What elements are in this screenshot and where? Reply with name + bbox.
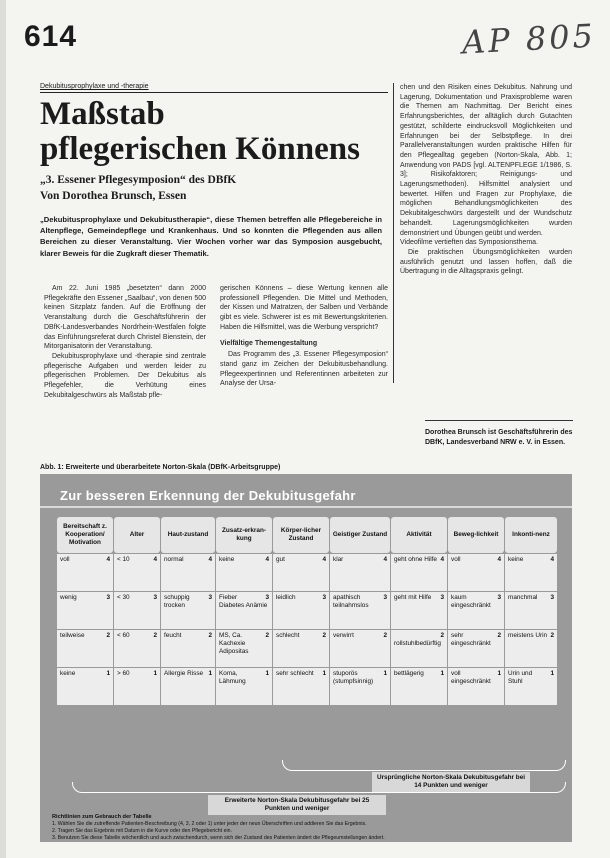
handwritten-note: AP 805 xyxy=(461,16,597,62)
table-row xyxy=(57,630,557,667)
paragraph: Dekubitusprophylaxe und -therapie sind zentrale pflegerische Aufgaben und werden leider zu pflegerischen Problemen. Der Dekubitus als Pflegefehler, die Verhütung eines Dekubitalgeschwürs als Maßstab pfle- xyxy=(44,352,206,399)
table-cell xyxy=(391,554,447,591)
table-cell xyxy=(505,554,557,591)
article-title xyxy=(40,97,388,167)
column-header: Geistiger Zustand xyxy=(330,517,390,553)
table-cell xyxy=(161,592,215,629)
paragraph: Videofilme vertieften das Symposionsthema. xyxy=(400,239,538,247)
column-header: Bewеg-lichkeit xyxy=(448,517,504,553)
table-cell xyxy=(391,630,447,667)
cell-score: 2 xyxy=(322,632,326,639)
table-row xyxy=(57,668,557,705)
table-cell xyxy=(273,668,329,705)
cell-label: keine xyxy=(508,556,524,563)
table-cell xyxy=(216,592,272,629)
table-row xyxy=(57,592,557,629)
table-cell xyxy=(57,592,113,629)
table-row xyxy=(57,554,557,591)
table-cell xyxy=(448,630,504,667)
paragraph: Am 22. Juni 1985 „besetzten“ dann 2000 Pflegekräfte den Essener „Saalbau“, von denen 500 keinen Sitzplatz fanden. Auf die Eröffnung der Veranstaltung durch die Geschäftsführerin der DBfK-Landesverbandes Nordrhein-Westfalen folgte das Einführungsreferat durch Christel Bienstein, der Mitorganisatorin der Veranstaltung. xyxy=(44,285,206,351)
cell-score: 3 xyxy=(153,594,157,601)
table-cell xyxy=(114,592,160,629)
cell-score: 4 xyxy=(497,556,501,563)
label-original-scale: Ursprüngliche Norton-Skala Dekubitusgefahr bei 14 Punkten und weniger xyxy=(372,772,530,792)
cell-score: 4 xyxy=(208,556,212,563)
column-header: Alter xyxy=(114,517,160,553)
cell-score: 4 xyxy=(106,556,110,563)
section-rubric: Dekubitusprophylaxe und -therapie xyxy=(40,83,149,90)
cell-score: 4 xyxy=(550,556,554,563)
cell-label: sehr schlecht xyxy=(276,670,314,677)
table-cell xyxy=(273,630,329,667)
column-header: Bereitschaft z. Kooperation/ Motivation xyxy=(57,517,113,553)
cell-label: feucht xyxy=(164,632,182,639)
table-cell xyxy=(448,668,504,705)
cell-label: MS, Ca. Kachexie Adipositas xyxy=(219,632,249,655)
table-body xyxy=(57,554,557,705)
cell-score: 4 xyxy=(265,556,269,563)
table-cell xyxy=(273,554,329,591)
cell-score: 2 xyxy=(208,632,212,639)
cell-score: 1 xyxy=(440,670,444,677)
cell-label: keine xyxy=(60,670,76,677)
table-cell xyxy=(161,554,215,591)
author-box: Dorothea Brunsch ist Geschäftsführerin des DBfK, Landesverband NRW e. V. in Essen. xyxy=(425,420,573,447)
norton-scale-table xyxy=(56,516,558,706)
cell-label: klar xyxy=(333,556,344,563)
hint-line: 2. Tragen Sie das Ergebnis mit Datum in die Kurve oder den Pflegebericht ein. xyxy=(52,828,232,834)
cell-label: manchmal xyxy=(508,594,538,601)
cell-score: 2 xyxy=(497,632,501,639)
column-header: Körper-licher Zustand xyxy=(273,517,329,553)
table-cell xyxy=(505,668,557,705)
cell-score: 4 xyxy=(383,556,387,563)
cell-score: 3 xyxy=(383,594,387,601)
cell-score: 3 xyxy=(550,594,554,601)
table-cell xyxy=(505,592,557,629)
cell-score: 2 xyxy=(383,632,387,639)
cell-score: 4 xyxy=(153,556,157,563)
cell-label: Allergie Risse xyxy=(164,670,204,677)
table-cell xyxy=(114,554,160,591)
hint-line: 1. Wählen Sie die zutreffende Patienten-Beschreibung (4, 3, 2 oder 1) unter jeder der neun Überschriften und addieren Sie das Ergebnis. xyxy=(52,821,367,827)
header-rule xyxy=(40,92,388,93)
cell-score: 3 xyxy=(322,594,326,601)
table-cell xyxy=(161,668,215,705)
table-cell xyxy=(330,630,390,667)
table-cell xyxy=(216,554,272,591)
table-cell xyxy=(114,630,160,667)
cell-label: Fieber Diabetes Anämie xyxy=(219,594,268,609)
table-cell xyxy=(391,668,447,705)
cell-label: voll eingeschränkt xyxy=(451,670,491,685)
cell-score: 2 xyxy=(440,632,444,639)
table-cell xyxy=(57,668,113,705)
cell-label: Koma, Lähmung xyxy=(219,670,246,685)
cell-label: teilweise xyxy=(60,632,85,639)
page-number: 614 xyxy=(24,20,78,53)
table-cell xyxy=(391,592,447,629)
article-lead: „Dekubitusprophylaxe und Dekubitustherapie“, diese Themen betreffen alle Pflegebereiche in Altenpflege, Gemeindepflege und Krankenhaus. Und so konnten die Pflegenden aus allen Bereichen zu dieser Veranstaltung. Vier Wochen vorher war das Symposion ausgebucht, klarer Beweis für die Zugkraft dieser Thematik. xyxy=(40,215,382,258)
label-extended-scale: Erweiterte Norton-Skala Dekubitusgefahr bei 25 Punkten und weniger xyxy=(208,795,386,815)
cell-label: normal xyxy=(164,556,184,563)
paragraph: Die praktischen Übungsmöglichkeiten wurden ausführlich genutzt und lassen hoffen, daß die Übertragung in die Alltagspraxis gelingt. xyxy=(400,248,572,276)
cell-label: schlecht xyxy=(276,632,300,639)
hint-line: 3. Benutzen Sie diese Tabelle wöchentlich und auch zwischendurch, wenn sich der Zustand des Patienten ändert die Pflegeumstellungen ändert. xyxy=(52,835,385,841)
cell-score: 2 xyxy=(153,632,157,639)
cell-label: apathisch teilnahmslos xyxy=(333,594,369,609)
brace-extended-scale xyxy=(72,782,566,793)
cell-score: 3 xyxy=(440,594,444,601)
usage-hints xyxy=(52,814,562,842)
cell-label: verwirrt xyxy=(333,632,354,639)
column-header: Haut-zustand xyxy=(161,517,215,553)
column-header: Inkonti-nenz xyxy=(505,517,557,553)
cell-label: keine xyxy=(219,556,235,563)
cell-label: leidlich xyxy=(276,594,296,601)
cell-score: 4 xyxy=(322,556,326,563)
cell-score: 3 xyxy=(106,594,110,601)
cell-score: 1 xyxy=(265,670,269,677)
cell-label: meistens Urin xyxy=(508,632,548,639)
cell-score: 3 xyxy=(265,594,269,601)
cell-label: < 60 xyxy=(117,632,130,639)
cell-label: < 30 xyxy=(117,594,130,601)
article-subtitle: „3. Essener Pflegesymposion“ des DBfK xyxy=(40,174,237,186)
table-cell xyxy=(57,554,113,591)
cell-score: 4 xyxy=(440,556,444,563)
cell-label: sehr eingeschränkt xyxy=(451,632,491,647)
text-column-2 xyxy=(220,284,388,389)
cell-label: Urin und Stuhl xyxy=(508,670,533,685)
table-cell xyxy=(216,630,272,667)
cell-label: kaum eingeschränkt xyxy=(451,594,491,609)
cell-score: 3 xyxy=(497,594,501,601)
figure-title-rule xyxy=(40,506,572,508)
cell-label: rollstuhlbedürftig xyxy=(394,640,441,647)
subheading: Vielfältige Themengestaltung xyxy=(220,339,318,347)
scan-edge xyxy=(0,0,6,858)
cell-label: gut xyxy=(276,556,285,563)
table-cell xyxy=(330,668,390,705)
article-author: Von Dorothea Brunsch, Essen xyxy=(40,190,187,202)
figure-caption: Abb. 1: Erweiterte und überarbeitete Norton-Skala (DBfK-Arbeitsgruppe) xyxy=(40,464,281,471)
hints-title: Richtlinien zum Gebrauch der Tabelle xyxy=(52,814,152,820)
cell-label: geht ohne Hilfe xyxy=(394,556,437,563)
cell-score: 1 xyxy=(322,670,326,677)
table-cell xyxy=(161,630,215,667)
cell-label: bettlägerig xyxy=(394,670,424,677)
cell-score: 1 xyxy=(153,670,157,677)
paragraph: chen und den Risiken eines Dekubitus. Nahrung und Lagerung, Dokumentation und Praxisprobleme waren die Themen am Nachmittag. Der Bericht eines Erfahrungsberichtes, der alltäglich durch Gutachten gestützt, schilderte eindrucksvoll Möglichkeiten und Erfahrungen bei der Selbstpflege. In drei Parallelveranstaltungen wurden praktische Hilfen für den Pflegealltag gegeben (Norton-Skala, Abb. 1; Anwendung von PADS [vgl. ALTENPFLEGE 1/1986, S. 3]; Risikofaktoren; Reinigungs- und Lagerungsmethoden). Hilfsmittel analysiert und bewertet. Hilfen und Fragen zur Prophylaxe, die möglichen Behandlungsmöglichkeiten des Dekubitalgeschwürs dargestellt und der Wundschutz behandelt. Lagerungsmöglichkeiten wurden demonstriert und Übungen geübt und werden. xyxy=(400,84,572,237)
table-cell xyxy=(216,668,272,705)
figure-title: Zur besseren Erkennung der Dekubitusgefahr xyxy=(60,488,356,503)
cell-score: 1 xyxy=(497,670,501,677)
cell-label: schuppig trocken xyxy=(164,594,190,609)
table-cell xyxy=(330,592,390,629)
table-cell xyxy=(330,554,390,591)
cell-label: > 60 xyxy=(117,670,130,677)
cell-score: 2 xyxy=(550,632,554,639)
title-line-1: Maßstab xyxy=(40,96,165,132)
cell-label: geht mit Hilfe xyxy=(394,594,432,601)
cell-score: 1 xyxy=(106,670,110,677)
column-divider xyxy=(393,83,394,383)
brace-original-scale xyxy=(282,760,566,771)
cell-score: 1 xyxy=(383,670,387,677)
text-column-3 xyxy=(400,83,572,277)
cell-label: voll xyxy=(60,556,70,563)
cell-score: 2 xyxy=(265,632,269,639)
table-header-row xyxy=(57,517,557,553)
column-header: Zusatz-erkran-kung xyxy=(216,517,272,553)
paragraph: Das Programm des „3. Essener Pflegesymposion“ stand ganz im Zeichen der Dekubitusbehandlung. Pflegeexpertinnen und Referentinnen arbeiteten zur Analyse der Ursa- xyxy=(220,351,388,388)
text-column-1 xyxy=(44,284,206,400)
table-cell xyxy=(448,592,504,629)
cell-score: 2 xyxy=(106,632,110,639)
table-cell xyxy=(448,554,504,591)
cell-label: voll xyxy=(451,556,461,563)
table-cell xyxy=(273,592,329,629)
table-cell xyxy=(505,630,557,667)
column-header: Aktivität xyxy=(391,517,447,553)
cell-label: stuporös (stumpfsinnig) xyxy=(333,670,374,685)
paragraph: gerischen Könnens – diese Wertung kennen alle professionell Pflegenden. Die Mittel und Methoden, der Kissen und Matratzen, der Salben und Verbände gibt es viele. Schwerer ist es mit Bewertungskriterien. Haben die Hilfsmittel, was die Werbung verspricht? xyxy=(220,285,388,331)
title-line-2: pflegerischen Könnens xyxy=(40,131,360,167)
table-cell xyxy=(57,630,113,667)
cell-label: wenig xyxy=(60,594,77,601)
cell-score: 1 xyxy=(208,670,212,677)
cell-label: < 10 xyxy=(117,556,130,563)
cell-score: 1 xyxy=(550,670,554,677)
cell-score: 3 xyxy=(208,594,212,601)
table-cell xyxy=(114,668,160,705)
